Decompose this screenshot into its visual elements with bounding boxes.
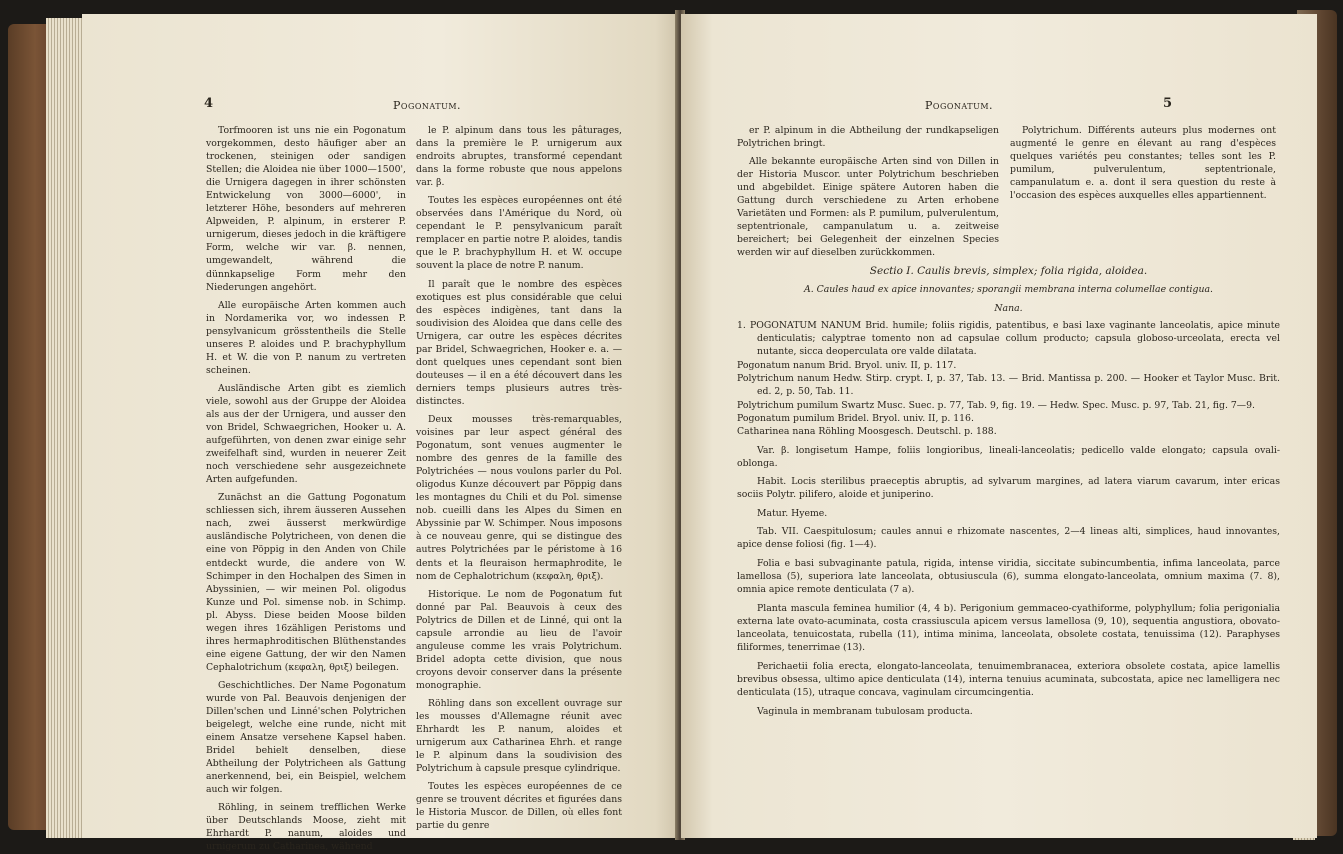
paragraph: Alle bekannte europäische Arten sind von Dillen in der Historia Muscor. unter Polytrichum beschrieben und abgebildet. Einige spätere Autoren haben die Gattung durch verschiedene zu Arten erhobene Varietäten und Formen: als P. pumilum, pulverulentum, septentrionale, campanulatum u. a. zeitweise bereichert; bei Gelegenheit der einzelnen Species werden wir auf dieselben zurückkommen. <box>737 156 999 259</box>
paragraph: Ausländische Arten gibt es ziemlich viele, sowohl aus der Gruppe der Aloidea als aus der der Urnigera, und ausser den von Bridel, Schwaegrichen, Hooker u. A. aufgeführten, von denen zwar einige sehr zweifelhaft sind, wurden in neuerer Zeit noch verschiedene sehr ausgezeichnete Arten aufgefunden. <box>206 382 406 486</box>
sectio-heading <box>737 265 1280 278</box>
paragraph: er P. alpinum in die Abtheilung der rundkapseligen Polytrichen bringt. <box>737 125 999 150</box>
paragraph: Röhling dans son excellent ouvrage sur les mousses d'Allemagne réunit avec Ehrhardt les P. nanum, aloides et urnigerum aux Catharinea Ehrh. et range le P. alpinum dans la soudivision des Polytrichum à capsule presque cylindrique. <box>416 697 622 775</box>
plate-description: Tab. VII. Caespitulosum; caules annui e rhizomate nascentes, 2—4 lineas alti, simplices, haud innovantes, apice dense foliosi (fig. 1—4). <box>737 526 1280 551</box>
right-column-french <box>1010 124 1276 202</box>
left-running-head: Pogonatum. <box>393 99 462 112</box>
paragraph: Deux mousses très-remarquables, voisines par leur aspect général des Pogonatum, sont venues augmenter le nombre des genres de la famille des Polytrichées — nous voulons parler du Pol. oligodus Kunze découvert par Pöppig dans les montagnes du Chili et du Pol. simense nob. cueilli dans les Alpes du Simen en Abyssinie par W. Schimper. Nous imposons à ce nouveau genre, qui se distingue des autres Polytrichées par le péristome à 16 dents et la fleuraison hermaphrodite, le nom de Cephalotrichum (κεφαλη, θριξ). <box>416 413 622 582</box>
synonym: Pogonatum nanum Brid. Bryol. univ. II, p. 117. <box>737 359 957 371</box>
habitat: Habit. Locis sterilibus praeceptis abruptis, ad sylvarum margines, ad latera viarum cavarum, inter ericas sociis Polytr. pilifero, aloide et juniperino. <box>737 476 1280 501</box>
sectio-text: Sectio I. Caulis brevis, simplex; folia rigida, aloidea. <box>869 265 1148 277</box>
paragraph: Alle europäische Arten kommen auch in Nordamerika vor, wo indessen P. pensylvanicum grösstentheils die Stelle unseres P. aloides und P. brachyphyllum H. et W. die von P. nanum zu vertreten scheinen. <box>206 299 406 376</box>
subsection-text: A. Caules haud ex apice innovantes; sporangii membrana interna columellae contigua. <box>804 284 1213 296</box>
synonym: Pogonatum pumilum Bridel. Bryol. univ. II, p. 116. <box>737 412 974 424</box>
maturation: Matur. Hyeme. <box>757 507 828 519</box>
right-page-number: 5 <box>1163 96 1173 111</box>
synonym: Polytrichum pumilum Swartz Musc. Suec. p. 77, Tab. 9, fig. 19. — Hedw. Spec. Musc. p. 97, Tab. 21, fig. 7—9. <box>737 399 1255 411</box>
species-section <box>737 265 1280 718</box>
page-edges-left <box>46 18 84 838</box>
left-page-number: 4 <box>204 96 214 111</box>
right-running-head: Pogonatum. <box>925 99 994 112</box>
paragraph: Historique. Le nom de Pogonatum fut donné par Pal. Beauvois à ceux des Polytrics de Dillen et de Linné, qui ont la capsule arrondie au lieu de l'avoir anguleuse comme les vrais Polytrichum. Bridel adopta cette division, que nous croyons devoir conserver dans la présente monographie. <box>416 588 622 691</box>
subsection-heading <box>737 283 1280 296</box>
paragraph: Toutes les espèces européennes ont été observées dans l'Amérique du Nord, où cependant le P. pensylvanicum paraît remplacer en partie notre P. aloides, tandis que le P. brachyphyllum H. et W. occupe souvent la place de notre P. nanum. <box>416 195 622 272</box>
paragraph: Zunächst an die Gattung Pogonatum schliessen sich, ihrem äusseren Aussehen nach, zwei äusserst merkwürdige ausländische Polytricheen, von denen die eine von Pöppig in den Anden von Chile entdeckt wurde, die andere von W. Schimper in den Hochalpen des Simen in Abyssinien, — wir meinen Pol. oligodus Kunze und Pol. simense nob. in Schimp. pl. Abyss. Diese beiden Moose bilden wegen ihres 16zähligen Peristoms und ihres hermaphroditischen Blüthenstandes eine eigene Gattung, der wir den Namen Cephalotrichum (κεφαλη, θριξ) beilegen. <box>206 492 406 673</box>
male-plant-description: Planta mascula feminea humilior (4, 4 b). Perigonium gemmaceo-cyathiforme, polyphyllum; folia perigonialia externa late ovato-acuminata, costa crassiuscula apicem versus lamellosa (9, 10), sequentia angustiora, obovato-lanceolata, tenuicostata, rubella (11), intima minima, lanceolata, obsolete costata, tenuissima (12). Paraphyses filiformes, tenerrimae (13). <box>737 602 1280 654</box>
paragraph: le P. alpinum dans tous les pâturages, dans la première le P. urnigerum aux endroits abruptes, transformé cependant dans la forme robuste que nous appelons var. β. <box>416 125 622 189</box>
synonym: Polytrichum nanum Hedw. Stirp. crypt. I, p. 37, Tab. 13. — Brid. Mantissa p. 200. — Hooker et Taylor Musc. Brit. ed. 2, p. 50, Tab. 11. <box>737 373 1280 398</box>
right-column-german <box>737 124 999 259</box>
left-column-french <box>416 124 622 832</box>
perichaetium-description: Perichaetii folia erecta, elongato-lanceolata, tenuimembranacea, exteriora obsolete costata, apice lamellis brevibus obsessa, ultimo apice denticulata (14), interna tenuius acuminata, subcostata, apice nec lamelligera nec denticulata (15), utraque concava, vaginulam circumcingentia. <box>737 660 1280 699</box>
paragraph: Röhling, in seinem trefflichen Werke über Deutschlands Moose, zieht mit Ehrhardt P. nanum, aloides und urnigerum zu Catharinea, während <box>206 802 406 853</box>
synonym: Catharinea nana Röhling Moosgesch. Deutschl. p. 188. <box>737 426 997 438</box>
leaves-description: Folia e basi subvaginante patula, rigida, intense viridia, siccitate subincumbentia, infima lanceolata, parce lamellosa (5), superiora late lanceolata, obtusiuscula (6), summa elongato-lanceolata, omnium maxima (7. 8), omnia apice remote denticulata (7 a). <box>737 557 1280 596</box>
group-text: Nana. <box>994 302 1023 314</box>
paragraph: Geschichtliches. Der Name Pogonatum wurde von Pal. Beauvois denjenigen der Dillen'schen und Linné'schen Polytrichen beigelegt, welche eine runde, nicht mit einem Ansatze versehene Kapsel haben. Bridel behielt denselben, diese Abtheilung der Polytricheen als Gattung anerkennend, bei, ein Beispiel, welchem auch wir folgen. <box>206 679 406 796</box>
paragraph: Toutes les espèces européennes de ce genre se trouvent décrites et figurées dans le Historia Muscor. de Dillen, où elles font partie du genre <box>416 781 622 832</box>
paragraph: Torfmooren ist uns nie ein Pogonatum vorgekommen, desto häufiger aber an trockenen, steinigen oder sandigen Stellen; die Aloidea nie über 1000—1500', die Urnigera dagegen in ihrer schönsten Entwickelung von 3000—6000', in letzterer Höhe, besonders auf mehreren Alpweiden, P. alpinum, in ersterer P. urnigerum, dieses jedoch in die kräftigere Form, welche wir var. β. nennen, umgewandelt, während die dünnkapselige Form mehr den Niederungen angehört. <box>206 125 406 293</box>
left-column-german <box>206 124 406 854</box>
group-heading <box>737 302 1280 315</box>
paragraph: Polytrichum. Différents auteurs plus modernes ont augmenté le genre en élevant au rang d'espèces quelques variétés peu constantes; telles sont les P. pumilum, pulverulentum, septentrionale, campanulatum e. a. dont il sera question du reste à l'occasion des espèces auxquelles elles appartiennent. <box>1010 125 1276 202</box>
species-heading: 1. POGONATUM NANUM Brid. humile; foliis rigidis, patentibus, e basi laxe vaginante lanceolatis, apice minute denticulatis; calyptrae tomento non ad capsulae collum producto; capsula globoso-urceolata, erecta vel nutante, sicca deoperculata ore valde dilatata. <box>737 319 1280 358</box>
variety-description: Var. β. longisetum Hampe, foliis longioribus, lineali-lanceolatis; pedicello valde elongato; capsula ovali-oblonga. <box>737 444 1280 469</box>
paragraph: Il paraît que le nombre des espèces exotiques est plus considérable que celui des espèces indigènes, tant dans la soudivision des Aloidea que dans celle des Urnigera, car outre les espèces décrites par Bridel, Schwaegrichen, Hooker e. a. — dont quelques unes cependant sont bien douteuses — il en a été découvert dans les derniers temps plusieurs autres très-distinctes. <box>416 278 622 407</box>
vaginula-description: Vaginula in membranam tubulosam producta. <box>757 705 973 717</box>
